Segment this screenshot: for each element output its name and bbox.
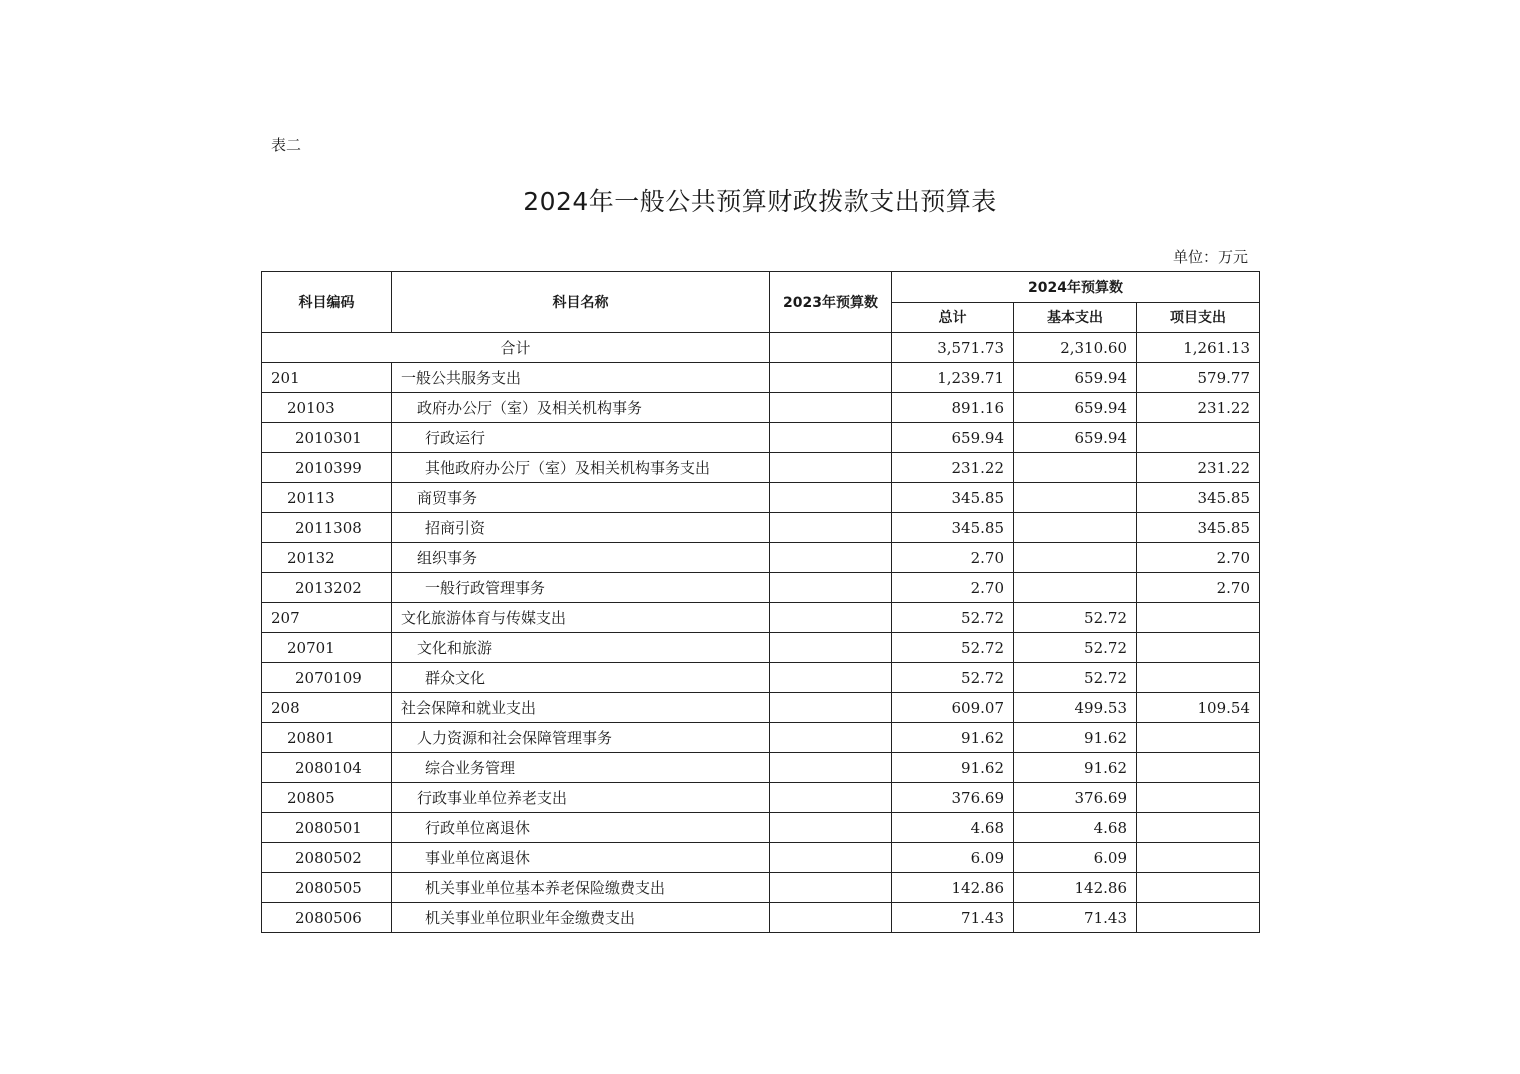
row-name: 行政运行 — [392, 423, 770, 453]
table-row — [262, 843, 1260, 873]
row-basic: 91.62 — [1014, 723, 1137, 753]
table-row — [262, 873, 1260, 903]
row-project — [1137, 843, 1260, 873]
row-total: 609.07 — [892, 693, 1014, 723]
row-name: 商贸事务 — [392, 483, 770, 513]
row-prev-budget — [770, 873, 892, 903]
row-code: 2010399 — [262, 453, 392, 483]
row-total: 91.62 — [892, 753, 1014, 783]
row-project: 579.77 — [1137, 363, 1260, 393]
row-basic — [1014, 573, 1137, 603]
row-basic: 499.53 — [1014, 693, 1137, 723]
row-total: 345.85 — [892, 513, 1014, 543]
row-name: 政府办公厅（室）及相关机构事务 — [392, 393, 770, 423]
total-row — [262, 333, 1260, 363]
row-name: 一般行政管理事务 — [392, 573, 770, 603]
row-project — [1137, 813, 1260, 843]
table-row — [262, 723, 1260, 753]
row-code: 2011308 — [262, 513, 392, 543]
table-number-label: 表二 — [271, 136, 302, 154]
row-total: 376.69 — [892, 783, 1014, 813]
row-code: 2080501 — [262, 813, 392, 843]
row-project — [1137, 423, 1260, 453]
row-name: 机关事业单位职业年金缴费支出 — [392, 903, 770, 933]
row-project: 2.70 — [1137, 543, 1260, 573]
row-code: 20801 — [262, 723, 392, 753]
header-prev-budget: 2023年预算数 — [770, 272, 892, 333]
row-code: 2080502 — [262, 843, 392, 873]
header-total: 总计 — [892, 302, 1014, 333]
row-prev-budget — [770, 363, 892, 393]
row-code: 20113 — [262, 483, 392, 513]
page-title: 2024年一般公共预算财政拨款支出预算表 — [523, 187, 997, 216]
table-row — [262, 573, 1260, 603]
row-code: 201 — [262, 363, 392, 393]
row-project — [1137, 753, 1260, 783]
row-basic — [1014, 483, 1137, 513]
row-prev-budget — [770, 723, 892, 753]
table-row — [262, 663, 1260, 693]
table-row — [262, 363, 1260, 393]
row-project — [1137, 663, 1260, 693]
row-basic: 659.94 — [1014, 423, 1137, 453]
row-project — [1137, 873, 1260, 903]
row-total: 52.72 — [892, 603, 1014, 633]
row-code: 20805 — [262, 783, 392, 813]
row-project: 231.22 — [1137, 453, 1260, 483]
row-prev-budget — [770, 903, 892, 933]
row-total: 4.68 — [892, 813, 1014, 843]
row-total: 2.70 — [892, 543, 1014, 573]
row-basic: 376.69 — [1014, 783, 1137, 813]
row-name: 组织事务 — [392, 543, 770, 573]
row-basic: 91.62 — [1014, 753, 1137, 783]
row-project: 2.70 — [1137, 573, 1260, 603]
row-code: 20701 — [262, 633, 392, 663]
row-basic — [1014, 543, 1137, 573]
row-prev-budget — [770, 453, 892, 483]
row-prev-budget — [770, 543, 892, 573]
row-basic: 52.72 — [1014, 603, 1137, 633]
row-prev-budget — [770, 573, 892, 603]
row-total: 52.72 — [892, 633, 1014, 663]
row-project — [1137, 633, 1260, 663]
row-project: 231.22 — [1137, 393, 1260, 423]
row-basic — [1014, 513, 1137, 543]
row-name: 一般公共服务支出 — [392, 363, 770, 393]
table-row — [262, 903, 1260, 933]
row-prev-budget — [770, 843, 892, 873]
total-project: 1,261.13 — [1137, 333, 1260, 363]
row-project — [1137, 603, 1260, 633]
row-code: 207 — [262, 603, 392, 633]
row-basic: 52.72 — [1014, 663, 1137, 693]
row-prev-budget — [770, 603, 892, 633]
row-basic: 4.68 — [1014, 813, 1137, 843]
table-row — [262, 753, 1260, 783]
table-row — [262, 693, 1260, 723]
row-basic: 52.72 — [1014, 633, 1137, 663]
row-code: 2010301 — [262, 423, 392, 453]
row-code: 2080104 — [262, 753, 392, 783]
table-row — [262, 543, 1260, 573]
table-row — [262, 783, 1260, 813]
row-total: 6.09 — [892, 843, 1014, 873]
row-name: 文化旅游体育与传媒支出 — [392, 603, 770, 633]
row-prev-budget — [770, 663, 892, 693]
row-prev-budget — [770, 393, 892, 423]
table-row — [262, 603, 1260, 633]
table-row — [262, 423, 1260, 453]
row-total: 71.43 — [892, 903, 1014, 933]
row-basic: 71.43 — [1014, 903, 1137, 933]
row-project: 345.85 — [1137, 483, 1260, 513]
table-row — [262, 483, 1260, 513]
row-name: 其他政府办公厅（室）及相关机构事务支出 — [392, 453, 770, 483]
row-prev-budget — [770, 483, 892, 513]
row-name: 事业单位离退休 — [392, 843, 770, 873]
header-code: 科目编码 — [262, 272, 392, 333]
table-row — [262, 453, 1260, 483]
row-prev-budget — [770, 813, 892, 843]
row-basic: 659.94 — [1014, 393, 1137, 423]
row-basic: 6.09 — [1014, 843, 1137, 873]
row-code: 20132 — [262, 543, 392, 573]
table-row — [262, 813, 1260, 843]
table-row — [262, 513, 1260, 543]
row-code: 2080505 — [262, 873, 392, 903]
row-name: 行政单位离退休 — [392, 813, 770, 843]
row-total: 91.62 — [892, 723, 1014, 753]
row-name: 人力资源和社会保障管理事务 — [392, 723, 770, 753]
row-prev-budget — [770, 693, 892, 723]
row-project: 109.54 — [1137, 693, 1260, 723]
row-name: 招商引资 — [392, 513, 770, 543]
row-code: 2080506 — [262, 903, 392, 933]
row-name: 行政事业单位养老支出 — [392, 783, 770, 813]
total-basic: 2,310.60 — [1014, 333, 1137, 363]
row-prev-budget — [770, 753, 892, 783]
row-name: 文化和旅游 — [392, 633, 770, 663]
row-code: 2070109 — [262, 663, 392, 693]
header-name: 科目名称 — [392, 272, 770, 333]
row-total: 2.70 — [892, 573, 1014, 603]
row-prev-budget — [770, 633, 892, 663]
row-project — [1137, 783, 1260, 813]
row-project: 345.85 — [1137, 513, 1260, 543]
table-row — [262, 393, 1260, 423]
row-basic: 142.86 — [1014, 873, 1137, 903]
budget-table — [261, 271, 1260, 933]
row-prev-budget — [770, 423, 892, 453]
row-total: 142.86 — [892, 873, 1014, 903]
header-2024-group: 2024年预算数 — [892, 272, 1260, 303]
total-label: 合计 — [262, 333, 770, 363]
row-total: 345.85 — [892, 483, 1014, 513]
row-name: 社会保障和就业支出 — [392, 693, 770, 723]
row-prev-budget — [770, 783, 892, 813]
row-project — [1137, 723, 1260, 753]
table-row — [262, 633, 1260, 663]
row-project — [1137, 903, 1260, 933]
total-total: 3,571.73 — [892, 333, 1014, 363]
row-code: 208 — [262, 693, 392, 723]
row-total: 659.94 — [892, 423, 1014, 453]
unit-label: 单位：万元 — [1172, 248, 1248, 266]
row-total: 52.72 — [892, 663, 1014, 693]
row-name: 群众文化 — [392, 663, 770, 693]
row-prev-budget — [770, 513, 892, 543]
total-prev — [770, 333, 892, 363]
row-name: 机关事业单位基本养老保险缴费支出 — [392, 873, 770, 903]
row-basic — [1014, 453, 1137, 483]
row-code: 20103 — [262, 393, 392, 423]
row-basic: 659.94 — [1014, 363, 1137, 393]
row-name: 综合业务管理 — [392, 753, 770, 783]
row-total: 891.16 — [892, 393, 1014, 423]
header-basic: 基本支出 — [1014, 302, 1137, 333]
header-project: 项目支出 — [1137, 302, 1260, 333]
row-total: 231.22 — [892, 453, 1014, 483]
row-code: 2013202 — [262, 573, 392, 603]
row-total: 1,239.71 — [892, 363, 1014, 393]
